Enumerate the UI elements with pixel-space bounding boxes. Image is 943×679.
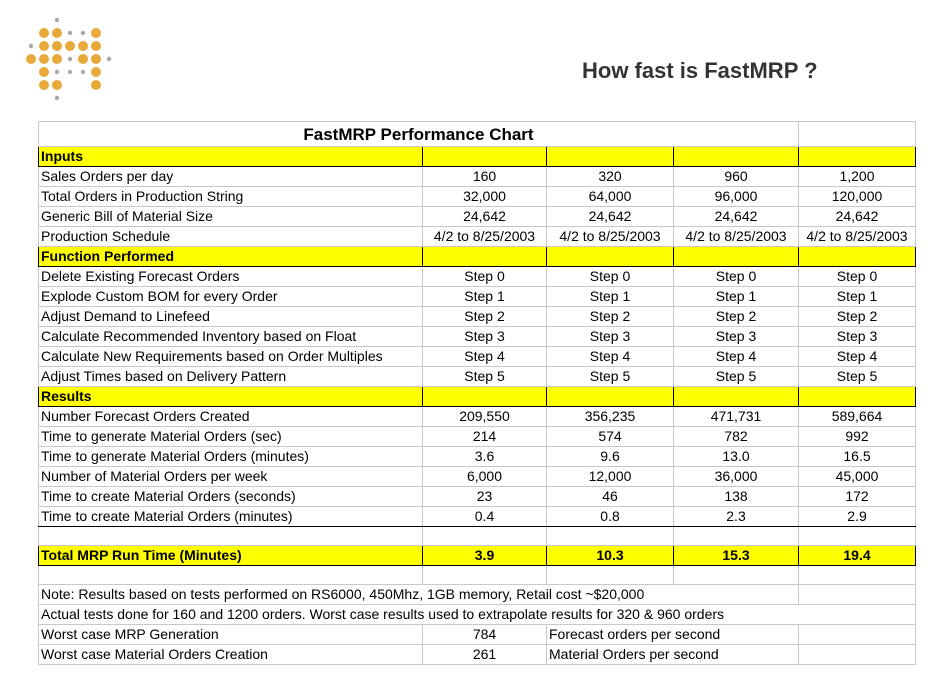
table-row [39, 447, 916, 467]
row-value: 160 [423, 167, 547, 187]
logo-dot [91, 80, 101, 90]
spacer-row [39, 527, 916, 546]
row-value: 23 [423, 487, 547, 507]
row-value: 589,664 [799, 407, 916, 427]
section-function-row [39, 247, 916, 267]
logo-dot [81, 70, 85, 74]
logo-dot [52, 54, 62, 64]
row-value: 1,200 [799, 167, 916, 187]
empty-cell [547, 147, 674, 167]
section-results-label: Results [39, 387, 423, 407]
logo-dot [91, 41, 101, 51]
empty-cell [423, 387, 547, 407]
logo-dot [55, 18, 59, 22]
empty-cell [799, 122, 916, 147]
logo-dot [55, 96, 59, 100]
note-row [39, 605, 916, 625]
logo-dot [68, 57, 72, 61]
row-label: Number of Material Orders per week [39, 467, 423, 487]
table-row [39, 227, 916, 247]
empty-cell [799, 566, 916, 585]
worst-case-label: Worst case MRP Generation [39, 625, 423, 645]
note-text: Actual tests done for 160 and 1200 orders. Worst case results used to extrapolate results for 320 & 960 orders [39, 605, 916, 625]
row-label: Time to create Material Orders (seconds) [39, 487, 423, 507]
table-row [39, 187, 916, 207]
table-row [39, 347, 916, 367]
table-row [39, 207, 916, 227]
row-value: 32,000 [423, 187, 547, 207]
empty-cell [799, 645, 916, 665]
row-value: 120,000 [799, 187, 916, 207]
row-value: Step 3 [423, 327, 547, 347]
logo-dot [91, 67, 101, 77]
row-value: Step 3 [674, 327, 799, 347]
empty-cell [674, 387, 799, 407]
empty-cell [39, 566, 423, 585]
row-value: 4/2 to 8/25/2003 [423, 227, 547, 247]
row-value: 320 [547, 167, 674, 187]
row-value: Step 0 [799, 267, 916, 287]
total-value: 15.3 [674, 546, 799, 566]
empty-cell [39, 527, 423, 546]
logo-dot [52, 80, 62, 90]
empty-cell [674, 247, 799, 267]
row-label: Adjust Demand to Linefeed [39, 307, 423, 327]
worst-case-row [39, 625, 916, 645]
section-results-row [39, 387, 916, 407]
worst-case-unit: Material Orders per second [547, 645, 799, 665]
note-text: Note: Results based on tests performed on RS6000, 450Mhz, 1GB memory, Retail cost ~$20,000 [39, 585, 799, 605]
row-value: 960 [674, 167, 799, 187]
row-value: Step 0 [547, 267, 674, 287]
row-value: 992 [799, 427, 916, 447]
row-value: Step 1 [547, 287, 674, 307]
worst-case-unit: Forecast orders per second [547, 625, 799, 645]
row-label: Time to generate Material Orders (sec) [39, 427, 423, 447]
row-value: 13.0 [674, 447, 799, 467]
row-value: 0.4 [423, 507, 547, 527]
table-row [39, 307, 916, 327]
logo-dot [39, 67, 49, 77]
row-value: Step 5 [423, 367, 547, 387]
row-value: 24,642 [799, 207, 916, 227]
logo-dot [52, 28, 62, 38]
row-label: Calculate Recommended Inventory based on Float [39, 327, 423, 347]
row-value: Step 1 [423, 287, 547, 307]
row-value: 46 [547, 487, 674, 507]
empty-cell [547, 566, 674, 585]
logo-dot [91, 28, 101, 38]
row-value: Step 0 [423, 267, 547, 287]
table-row [39, 287, 916, 307]
table-row [39, 467, 916, 487]
empty-cell [799, 585, 916, 605]
row-value: Step 4 [674, 347, 799, 367]
logo-dots-graphic [22, 14, 118, 106]
row-value: 0.8 [547, 507, 674, 527]
logo-dot [81, 31, 85, 35]
row-label: Delete Existing Forecast Orders [39, 267, 423, 287]
empty-cell [547, 387, 674, 407]
logo-dot [55, 70, 59, 74]
logo-dot [39, 54, 49, 64]
logo-dot [68, 31, 72, 35]
page-title: How fast is FastMRP ? [582, 58, 818, 83]
row-value: 574 [547, 427, 674, 447]
worst-case-row [39, 645, 916, 665]
row-value: 4/2 to 8/25/2003 [799, 227, 916, 247]
row-value: 36,000 [674, 467, 799, 487]
row-label: Calculate New Requirements based on Order Multiples [39, 347, 423, 367]
row-label: Number Forecast Orders Created [39, 407, 423, 427]
logo-dot [78, 54, 88, 64]
row-value: 2.3 [674, 507, 799, 527]
table-row [39, 407, 916, 427]
worst-case-label: Worst case Material Orders Creation [39, 645, 423, 665]
row-label: Explode Custom BOM for every Order [39, 287, 423, 307]
row-value: 214 [423, 427, 547, 447]
logo-dot [78, 41, 88, 51]
section-inputs-row [39, 147, 916, 167]
row-label: Time to create Material Orders (minutes) [39, 507, 423, 527]
total-label: Total MRP Run Time (Minutes) [39, 546, 423, 566]
table-row [39, 267, 916, 287]
section-function-label: Function Performed [39, 247, 423, 267]
total-value: 19.4 [799, 546, 916, 566]
row-value: 64,000 [547, 187, 674, 207]
row-value: 471,731 [674, 407, 799, 427]
logo-dot [65, 41, 75, 51]
empty-cell [674, 566, 799, 585]
logo-dot [107, 57, 111, 61]
row-value: Step 2 [674, 307, 799, 327]
row-value: Step 5 [547, 367, 674, 387]
empty-cell [674, 147, 799, 167]
empty-cell [799, 527, 916, 546]
row-value: Step 5 [799, 367, 916, 387]
row-value: 172 [799, 487, 916, 507]
row-value: Step 5 [674, 367, 799, 387]
table-title: FastMRP Performance Chart [39, 122, 799, 147]
row-label: Adjust Times based on Delivery Pattern [39, 367, 423, 387]
row-value: 24,642 [547, 207, 674, 227]
row-value: 12,000 [547, 467, 674, 487]
table-row [39, 427, 916, 447]
row-value: Step 1 [799, 287, 916, 307]
row-value: Step 1 [674, 287, 799, 307]
empty-cell [423, 247, 547, 267]
table-row [39, 167, 916, 187]
empty-cell [674, 527, 799, 546]
row-label: Sales Orders per day [39, 167, 423, 187]
logo-dot [91, 54, 101, 64]
row-value: Step 0 [674, 267, 799, 287]
section-inputs-label: Inputs [39, 147, 423, 167]
logo-dot [39, 80, 49, 90]
empty-cell [423, 527, 547, 546]
table-row [39, 487, 916, 507]
row-value: Step 4 [547, 347, 674, 367]
empty-cell [423, 566, 547, 585]
row-value: 16.5 [799, 447, 916, 467]
row-label: Time to generate Material Orders (minutes) [39, 447, 423, 467]
row-label: Production Schedule [39, 227, 423, 247]
total-value: 10.3 [547, 546, 674, 566]
row-value: Step 2 [799, 307, 916, 327]
worst-case-value: 261 [423, 645, 547, 665]
row-value: Step 4 [423, 347, 547, 367]
row-value: Step 2 [547, 307, 674, 327]
empty-cell [423, 147, 547, 167]
empty-cell [799, 147, 916, 167]
row-value: 9.6 [547, 447, 674, 467]
worst-case-value: 784 [423, 625, 547, 645]
row-value: 4/2 to 8/25/2003 [547, 227, 674, 247]
note-row [39, 585, 916, 605]
logo-dot [29, 44, 33, 48]
row-value: 209,550 [423, 407, 547, 427]
total-value: 3.9 [423, 546, 547, 566]
row-value: 138 [674, 487, 799, 507]
fastmrp-logo [22, 14, 118, 106]
row-value: 356,235 [547, 407, 674, 427]
row-value: 45,000 [799, 467, 916, 487]
row-value: 2.9 [799, 507, 916, 527]
empty-cell [799, 625, 916, 645]
spacer-row [39, 566, 916, 585]
row-label: Generic Bill of Material Size [39, 207, 423, 227]
row-value: 3.6 [423, 447, 547, 467]
logo-dot [39, 41, 49, 51]
empty-cell [547, 247, 674, 267]
row-value: 96,000 [674, 187, 799, 207]
row-value: Step 4 [799, 347, 916, 367]
empty-cell [799, 247, 916, 267]
row-value: 24,642 [423, 207, 547, 227]
performance-table [38, 121, 916, 665]
row-value: 782 [674, 427, 799, 447]
row-value: 24,642 [674, 207, 799, 227]
row-value: 4/2 to 8/25/2003 [674, 227, 799, 247]
row-label: Total Orders in Production String [39, 187, 423, 207]
logo-dot [68, 70, 72, 74]
row-value: Step 3 [799, 327, 916, 347]
row-value: Step 3 [547, 327, 674, 347]
total-row [39, 546, 916, 566]
empty-cell [799, 387, 916, 407]
logo-dot [26, 54, 36, 64]
row-value: 6,000 [423, 467, 547, 487]
logo-dot [39, 28, 49, 38]
empty-cell [547, 527, 674, 546]
logo-dot [52, 41, 62, 51]
row-value: Step 2 [423, 307, 547, 327]
table-row [39, 507, 916, 527]
table-row [39, 327, 916, 347]
table-row [39, 367, 916, 387]
table-title-row [39, 122, 916, 147]
